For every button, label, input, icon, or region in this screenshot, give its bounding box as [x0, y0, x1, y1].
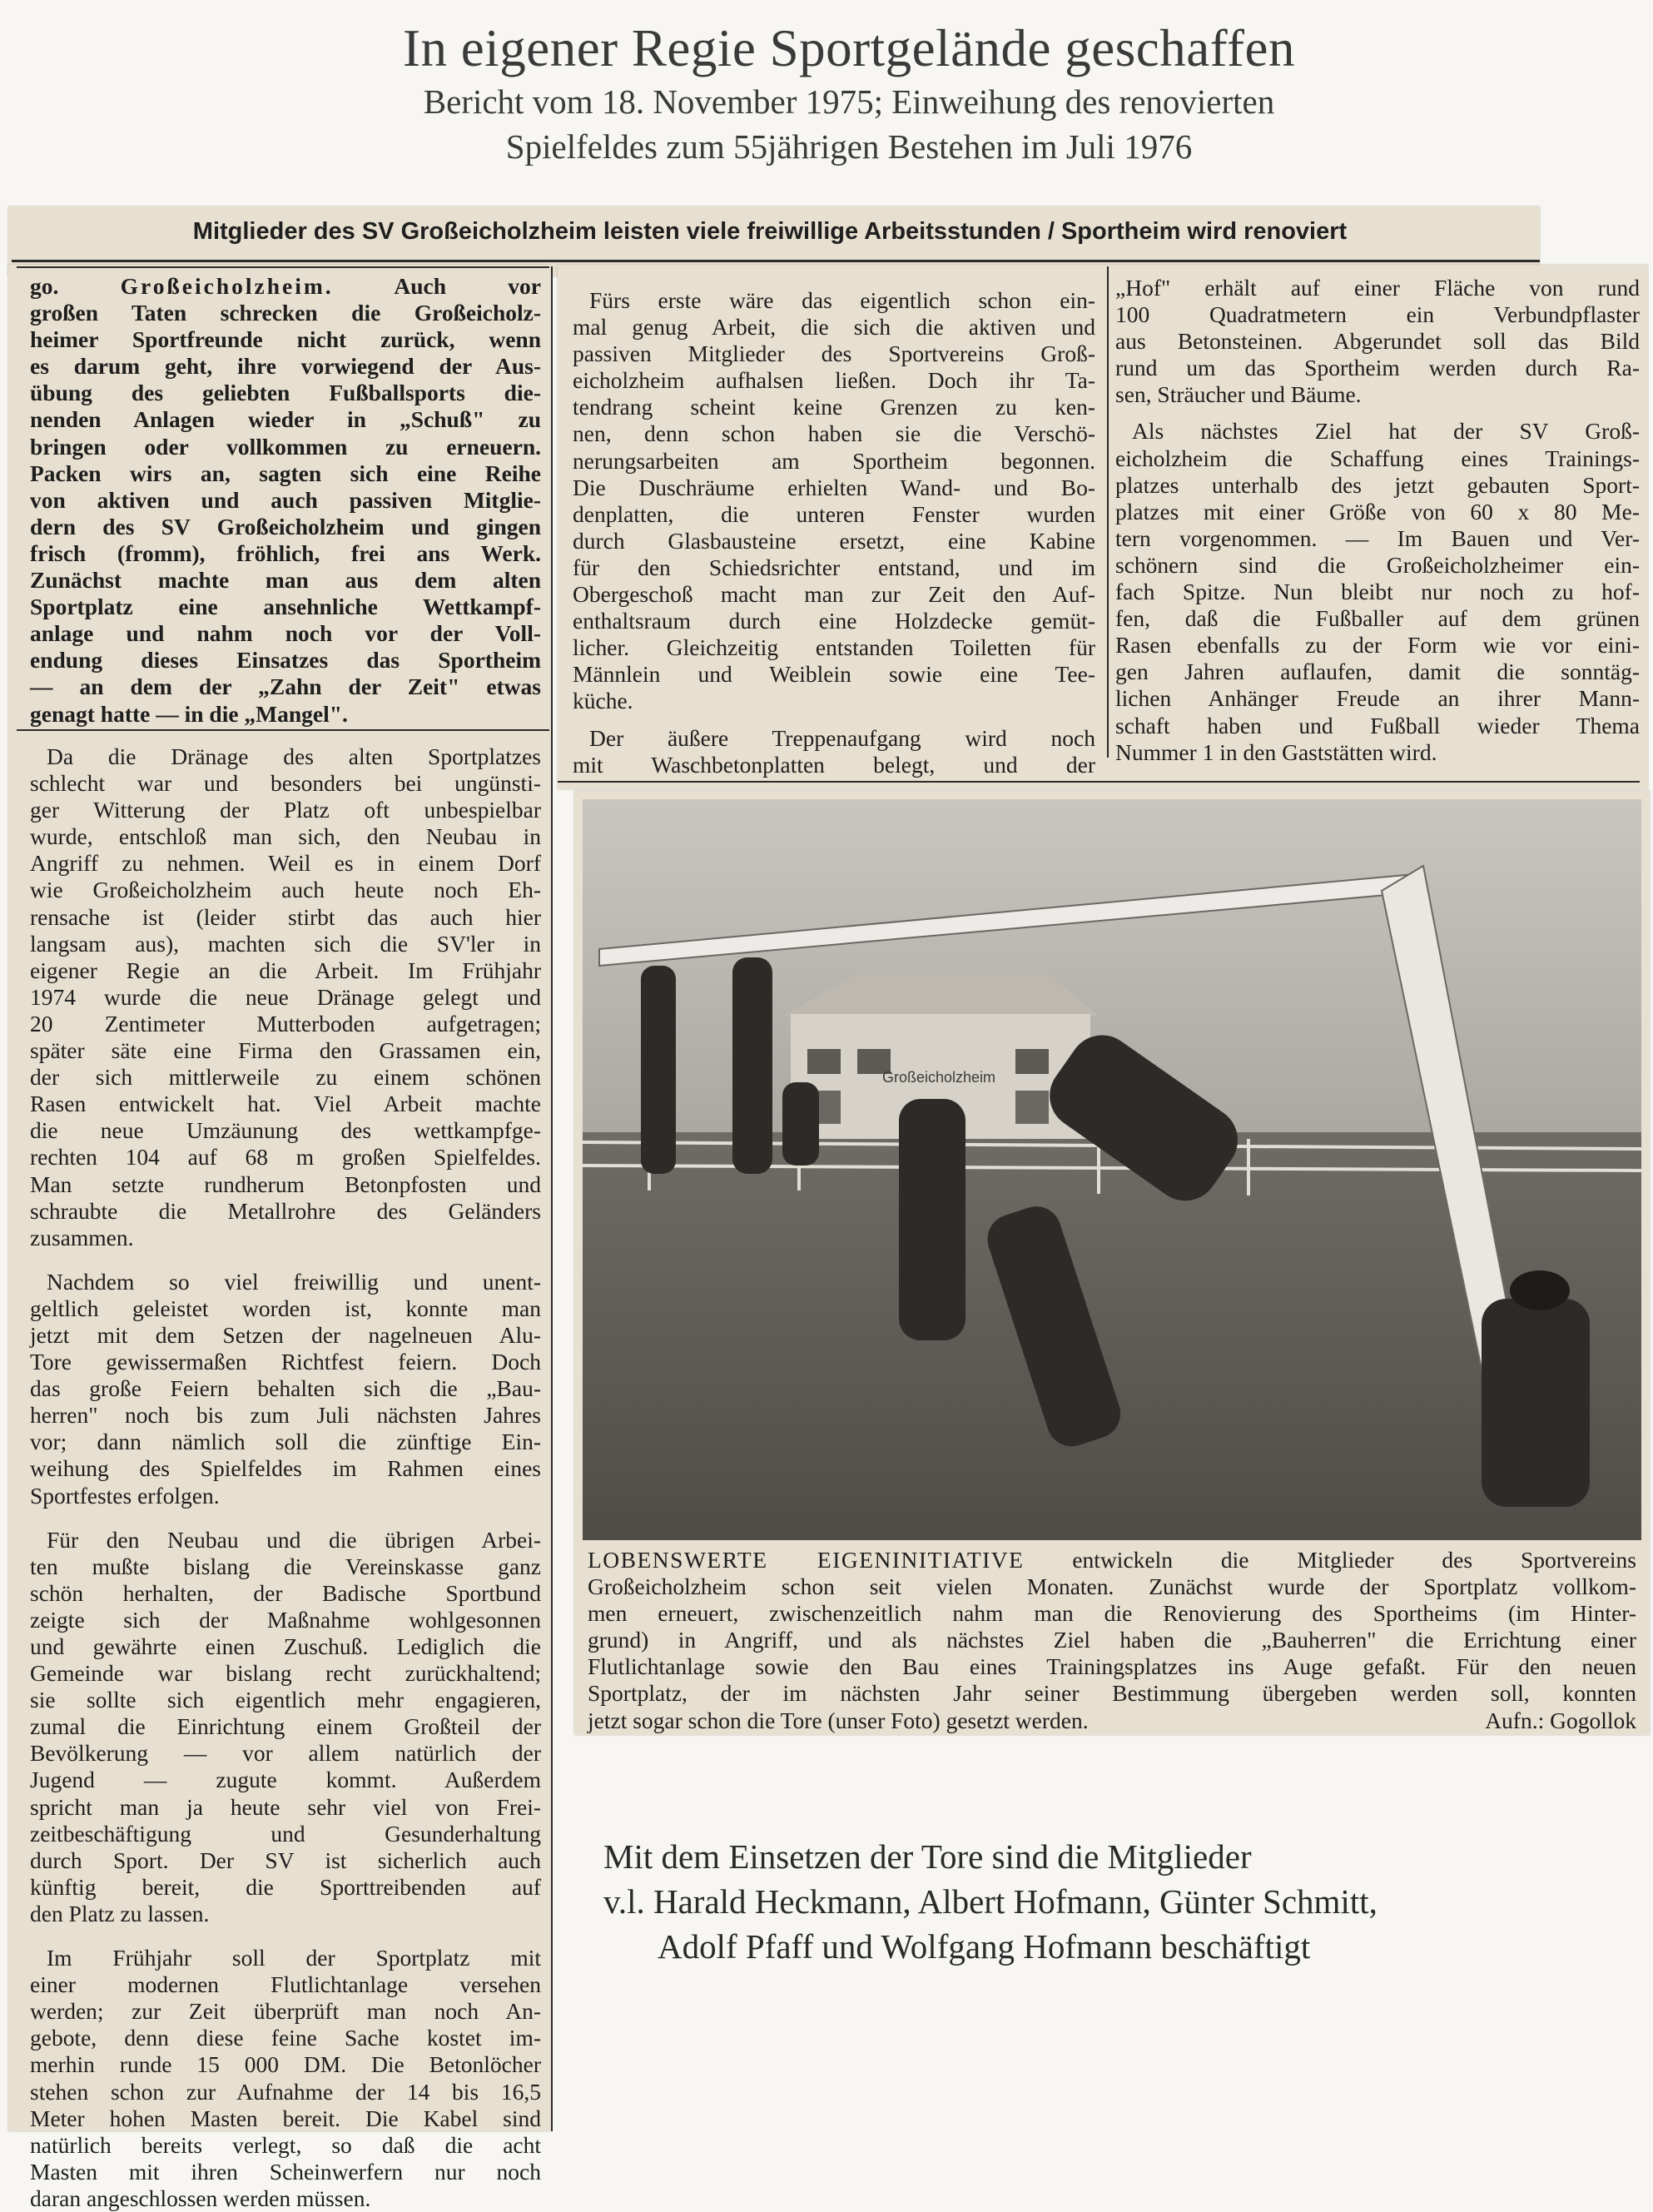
- note-line-1: Mit dem Einsetzen der Tore sind die Mitglieder: [603, 1837, 1252, 1876]
- col1-line: der sich mittlerweile zu einem schönen: [30, 1064, 541, 1091]
- col3-line: sen, Sträucher und Bäume.: [1115, 381, 1362, 408]
- col1-line: rensache ist (leider stirbt das auch hier: [30, 903, 541, 930]
- col3-line: gen Jahren auflaufen, damit die sonntäg-: [1115, 659, 1640, 685]
- col1-line: zeitbeschäftigung und Gesunderhaltung: [30, 1820, 541, 1847]
- col1-line: spricht man ja heute sehr viel von Frei-: [30, 1793, 541, 1820]
- col1-line: zumal die Einrichtung einem Großteil der: [30, 1713, 541, 1740]
- col2-line: passiven Mitglieder des Sportvereins Groß-: [573, 340, 1095, 367]
- col1-line: zeigte sich der Maßnahme wohlgesonnen: [30, 1606, 541, 1633]
- right-columns-rule-bottom: [558, 781, 1640, 783]
- col2-line: eicholzheim aufhalsen ließen. Doch ihr Ta-: [573, 367, 1095, 394]
- article-lead: [30, 273, 541, 728]
- col1-line: das große Feiern behalten sich die „Bau-: [30, 1375, 541, 1402]
- lead-line: — an dem der „Zahn der Zeit" etwas: [30, 674, 541, 700]
- col1-line: jetzt mit dem Setzen der nagelneuen Alu-: [30, 1321, 541, 1348]
- article-column-1: [30, 743, 541, 2212]
- col3-line: aus Betonsteinen. Abgerundet soll das Bild: [1115, 328, 1640, 355]
- col1-line: Da die Dränage des alten Sportplatzes: [47, 743, 541, 769]
- col1-line: schön herhalten, der Badische Sportbund: [30, 1579, 541, 1606]
- note-line-2: v.l. Harald Heckmann, Albert Hofmann, Günter Schmitt,: [603, 1882, 1378, 1921]
- col1-line: Bevölkerung — vor allem natürlich der: [30, 1740, 541, 1767]
- col3-line: „Hof" erhält auf einer Fläche von rund: [1115, 275, 1640, 301]
- lead-line: übung des geliebten Fußballsports die-: [30, 380, 541, 406]
- photo-caption: [588, 1547, 1636, 1734]
- col3-line: Nummer 1 in den Gaststätten wird.: [1115, 738, 1437, 765]
- col3-line: 100 Quadratmetern ein Verbundpflaster: [1115, 301, 1640, 328]
- col2-line: Die Duschräume erhielten Wand- und Bo-: [573, 474, 1095, 500]
- col1-line: rechten 104 auf 68 m großen Spielfeldes.: [30, 1144, 541, 1171]
- col1-line: schraubte die Metallrohre des Geländers: [30, 1197, 541, 1224]
- col1-line: Man setzte rundherum Betonpfosten und: [30, 1171, 541, 1197]
- col3-line: tern vorgenommen. — Im Bauen und Ver-: [1115, 524, 1640, 551]
- col3-line: rund um das Sportheim werden durch Ra-: [1115, 355, 1640, 381]
- col1-line: herren" noch bis zum Juli nächsten Jahres: [30, 1402, 541, 1429]
- building-sign: Großeicholzheim: [882, 1069, 996, 1086]
- col2-line: tendrang scheint keine Grenzen zu ken-: [573, 394, 1095, 420]
- col3-line: fach Spitze. Nun bleibt nur noch zu hof-: [1115, 579, 1640, 605]
- col2-line: mit Waschbetonplatten belegt, und der: [573, 751, 1095, 778]
- col1-line: Tore gewissermaßen Richtfest feiern. Doch: [30, 1349, 541, 1375]
- col1-line: künftig bereit, die Sporttreibenden auf: [30, 1873, 541, 1900]
- photo-illustration: [583, 799, 1641, 1540]
- col2-line: durch Glasbausteine ersetzt, eine Kabine: [573, 527, 1095, 554]
- page-subtitle-line-2: Spielfeldes zum 55jährigen Bestehen im Juli 1976: [505, 127, 1193, 166]
- col3-line: platzes unterhalb des jetzt gebauten Sport-: [1115, 471, 1640, 498]
- col1-line: eigener Regie an die Arbeit. Im Frühjahr: [30, 957, 541, 983]
- col2-line: licher. Gleichzeitig entstanden Toiletten für: [573, 634, 1095, 661]
- col1-line: Gemeinde war bislang recht zurückhaltend;: [30, 1660, 541, 1687]
- caption-lead: LOBENSWERTE EIGENINITIATIVE: [588, 1547, 1025, 1573]
- col1-line: wie Großeicholzheim auch heute noch Eh-: [30, 877, 541, 903]
- col1-line: später säte eine Firma den Grassamen ein,: [30, 1037, 541, 1064]
- col3-line: eicholzheim die Schaffung eines Trainings-: [1115, 445, 1640, 471]
- col1-line: 1974 wurde die neue Dränage gelegt und: [30, 983, 541, 1010]
- col1-line: Jugend — zugute kommt. Außerdem: [30, 1767, 541, 1793]
- lead-prefix: go.: [30, 273, 121, 299]
- page-subtitle-line-1: Bericht vom 18. November 1975; Einweihung des renovierten: [423, 82, 1275, 121]
- article-headline: Mitglieder des SV Großeicholzheim leisten viele freiwillige Arbeitsstunden / Sportheim wird renoviert: [192, 218, 1348, 245]
- col1-line: zusammen.: [30, 1224, 134, 1250]
- col1-line: geltlich geleistet worden ist, konnte man: [30, 1295, 541, 1321]
- headline-rule: [12, 260, 1540, 262]
- caption-line: entwickeln die Mitglieder des Sportvereins: [1024, 1547, 1636, 1573]
- col3-line: Als nächstes Ziel hat der SV Groß-: [1132, 418, 1640, 445]
- lead-rule-top: [17, 266, 549, 268]
- article-column-2: [573, 287, 1095, 778]
- caption-line: jetzt sogar schon die Tore (unser Foto) gesetzt werden.: [588, 1707, 1089, 1733]
- lead-rule-bottom: [17, 729, 549, 731]
- lead-line: Zunächst machte man aus dem alten: [30, 567, 541, 594]
- photo-credit: Aufn.: Gogollok: [1485, 1707, 1636, 1733]
- article-photo: [583, 799, 1641, 1540]
- lead-line: Auch vor: [333, 273, 542, 299]
- caption-line: Großeicholzheim schon seit vielen Monaten. Zunächst wurde der Sportplatz vollkom-: [588, 1573, 1636, 1600]
- caption-line: men erneuert, zwischenzeitlich nahm man die Renovierung des Sportheims (im Hinter-: [588, 1600, 1636, 1627]
- col1-line: weihung des Spielfeldes im Rahmen eines: [30, 1455, 541, 1482]
- caption-line: Sportplatz, der im nächsten Jahr seiner Bestimmung übergeben werden soll, konnten: [588, 1680, 1636, 1707]
- col1-line: Sportfestes erfolgen.: [30, 1482, 220, 1509]
- col1-line: gebote, denn diese feine Sache kostet im-: [30, 2025, 541, 2051]
- col1-line: Im Frühjahr soll der Sportplatz mit: [47, 1945, 541, 1971]
- col3-line: Rasen ebenfalls zu der Form wie vor eini-: [1115, 632, 1640, 659]
- col1-line: Meter hohen Masten bereit. Die Kabel sind: [30, 2105, 541, 2131]
- col2-line: Männlein und Weiblein sowie eine Tee-: [573, 661, 1095, 688]
- lead-line: frisch (fromm), fröhlich, frei ans Werk.: [30, 539, 541, 566]
- lead-place: Großeicholzheim.: [120, 273, 334, 299]
- col1-line: stehen schon zur Aufnahme der 14 bis 16,5: [30, 2078, 541, 2105]
- col2-line: nerungsarbeiten am Sportheim begonnen.: [573, 447, 1095, 474]
- col2-line: nen, denn schon haben sie die Verschö-: [573, 420, 1095, 447]
- col1-line: ger Witterung der Platz oft unbespielbar: [30, 797, 541, 823]
- lead-line: Sportplatz eine ansehnliche Wettkampf-: [30, 594, 541, 620]
- col1-line: Nachdem so viel freiwillig und unent-: [47, 1268, 541, 1295]
- col3-line: lichen Anhänger Freude an ihrer Mann-: [1115, 685, 1640, 712]
- col3-line: schaft haben und Fußball wieder Thema: [1115, 712, 1640, 738]
- col2-line: enthaltsraum durch eine Holzdecke gemüt-: [573, 608, 1095, 634]
- col1-line: die neue Umzäunung des wettkampfge-: [30, 1117, 541, 1144]
- col3-line: fen, daß die Fußballer auf dem grünen: [1115, 605, 1640, 632]
- caption-line: Flutlichtanlage sowie den Bau eines Trainingsplatzes ins Auge gefaßt. Für den neuen: [588, 1653, 1636, 1680]
- col1-line: werden; zur Zeit überprüft man noch An-: [30, 1998, 541, 2025]
- col1-line: Angriff zu nehmen. Weil es in einem Dorf: [30, 850, 541, 877]
- col1-line: Rasen entwickelt hat. Viel Arbeit machte: [30, 1091, 541, 1117]
- col1-line: den Platz zu lassen.: [30, 1900, 210, 1926]
- col1-line: ten mußte bislang die Vereinskasse ganz: [30, 1553, 541, 1579]
- column-divider-1: [551, 266, 553, 2131]
- col1-line: wurde, entschloß man sich, den Neubau in: [30, 823, 541, 850]
- col1-line: langsam aus), machten sich die SV'ler in: [30, 930, 541, 957]
- col2-line: denplatten, die unteren Fenster wurden: [573, 500, 1095, 527]
- lead-line: großen Taten schrecken die Großeicholz-: [30, 300, 541, 326]
- lead-line: es darum geht, ihre vorwiegend der Aus-: [30, 353, 541, 380]
- col3-line: platzes mit einer Größe von 60 x 80 Me-: [1115, 498, 1640, 524]
- page-title: In eigener Regie Sportgelände geschaffen: [403, 19, 1295, 77]
- col1-line: durch Sport. Der SV ist sicherlich auch: [30, 1847, 541, 1873]
- lead-line: nenden Anlagen wieder in „Schuß" zu: [30, 406, 541, 433]
- col2-line: mal genug Arbeit, die sich die aktiven und: [573, 314, 1095, 340]
- lead-line: anlage und nahm noch vor der Voll-: [30, 620, 541, 647]
- col2-line: küche.: [573, 688, 633, 714]
- col1-line: daran angeschlossen werden müssen.: [30, 2185, 371, 2211]
- lead-line: von aktiven und auch passiven Mitglie-: [30, 486, 541, 513]
- col1-line: 20 Zentimeter Mutterboden aufgetragen;: [30, 1010, 541, 1036]
- lead-line: genagt hatte — in die „Mangel".: [30, 700, 348, 727]
- col2-line: für den Schiedsrichter entstand, und im: [573, 554, 1095, 580]
- lead-line: Packen wirs an, sagten sich eine Reihe: [30, 460, 541, 486]
- note-line-3: Adolf Pfaff und Wolfgang Hofmann beschäftigt: [658, 1927, 1311, 1966]
- lead-line: dern des SV Großeicholzheim und gingen: [30, 513, 541, 539]
- col1-line: einer modernen Flutlichtanlage versehen: [30, 1971, 541, 1998]
- col1-line: schlecht war und besonders bei ungünsti-: [30, 770, 541, 797]
- col1-line: sie sollte sich eigentlich mehr engagieren,: [30, 1687, 541, 1713]
- col1-line: natürlich bereits verlegt, so daß die acht: [30, 2131, 541, 2158]
- lead-line: heimer Sportfreunde nicht zurück, wenn: [30, 326, 541, 353]
- lead-line: endung dieses Einsatzes das Sportheim: [30, 647, 541, 674]
- col2-line: Der äußere Treppenaufgang wird noch: [589, 724, 1095, 751]
- col1-line: und gewährte einen Zuschuß. Lediglich die: [30, 1633, 541, 1659]
- article-column-3: [1115, 275, 1640, 766]
- column-divider-2: [1107, 266, 1109, 758]
- caption-line: grund) in Angriff, und als nächstes Ziel haben die „Bauherren" die Errichtung einer: [588, 1627, 1636, 1653]
- col1-line: Für den Neubau und die übrigen Arbei-: [47, 1526, 541, 1553]
- col2-line: Obergeschoß macht man zur Zeit den Auf-: [573, 581, 1095, 608]
- col1-line: vor; dann nämlich soll die zünftige Ein-: [30, 1429, 541, 1455]
- col3-line: schönern sind die Großeicholzheimer ein-: [1115, 551, 1640, 578]
- col1-line: merhin runde 15 000 DM. Die Betonlöcher: [30, 2051, 541, 2078]
- lead-line: bringen oder vollkommen zu erneuern.: [30, 433, 541, 460]
- col1-line: Masten mit ihren Scheinwerfern nur noch: [30, 2158, 541, 2185]
- col2-line: Fürs erste wäre das eigentlich schon ein-: [589, 287, 1095, 313]
